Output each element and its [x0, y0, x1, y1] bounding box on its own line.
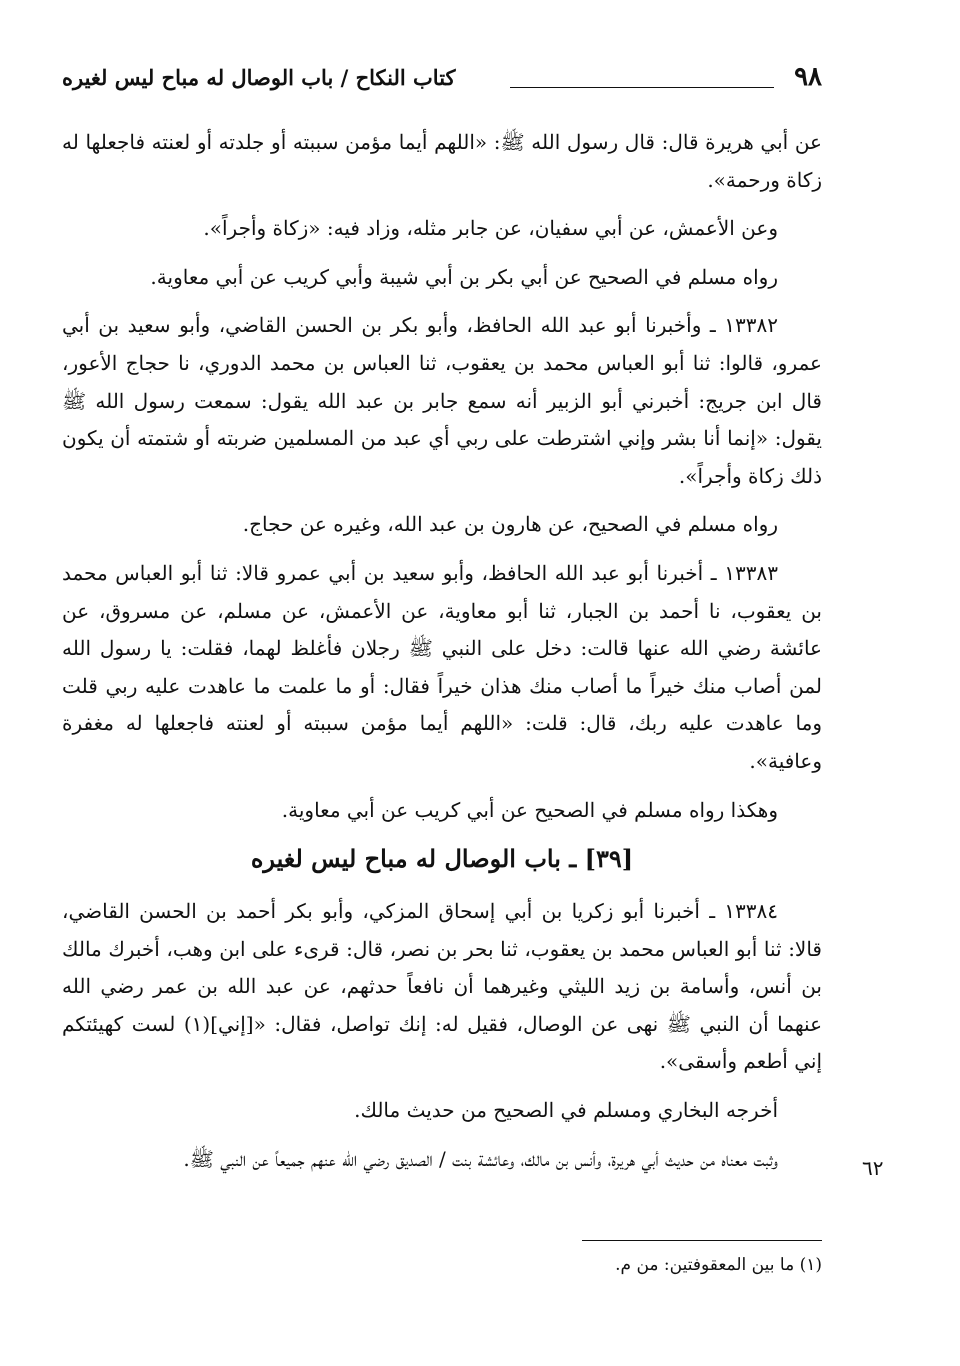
paragraph: رواه مسلم في الصحيح عن أبي بكر بن أبي شيبة وأبي كريب عن أبي معاوية. [150, 264, 778, 289]
section-heading: [٣٩] ـ باب الوصال له مباح ليس لغيره [250, 844, 634, 874]
footnote: (١) ما بين المعقوفتين: من م. [615, 1255, 822, 1275]
hadith-13384: ١٣٣٨٤ ـ أخبرنا أبو زكريا بن أبي إسحاق المزكي، وأبو بكر أحمد بن الحسن القاضي، قالا: ثنا أبو العباس محمد بن يعقوب، ثنا بحر بن نصر، قال: قرىء على ابن وهب، أخبرك مالك بن أنس، وأسامة بن زيد الليثي وغيرهما أن نافعاً حدثهم، عن عبد الله بن عمر رضي الله عنهما أن النبي ﷺ نهى عن الوصال، فقيل له: إنك تواصل، فقال: «[إني](١) لست كهيئتكم إني أطعم وأسقى». [62, 899, 823, 1074]
page-body [62, 124, 822, 1189]
margin-page-number: ٦٢ [862, 1156, 884, 1180]
header-rule [510, 87, 774, 88]
paragraph: وهكذا رواه مسلم في الصحيح عن أبي كريب عن أبي معاوية. [281, 797, 778, 822]
paragraph: وثبت معناه من حديث أبي هريرة، وأنس بن مالك، وعائشة بنت / الصديق رضي الله عنهم جميعاً عن النبي ﷺ. [183, 1146, 778, 1171]
running-title: كتاب النكاح / باب الوصال له مباح ليس لغيره [62, 65, 456, 90]
page-number: ٩٨ [794, 62, 822, 92]
paragraph: وعن الأعمش، عن أبي سفيان، عن جابر مثله، وزاد فيه: «زكاة وأجراً». [203, 216, 778, 241]
paragraph-continuation: عن أبي هريرة قال: قال رسول الله ﷺ: «اللهم أيما مؤمن سببته أو جلدته أو لعنته فاجعلها له زكاة ورحمة». [62, 130, 822, 192]
paragraph: رواه مسلم في الصحيح، عن هارون بن عبد الله، وغيره عن حجاج. [242, 512, 778, 537]
paragraph: أخرجه البخاري ومسلم في الصحيح من حديث مالك. [354, 1098, 778, 1123]
footnote-rule [582, 1240, 822, 1241]
hadith-13382: ١٣٣٨٢ ـ وأخبرنا أبو عبد الله الحافظ، وأبو بكر بن الحسن القاضي، وأبو سعيد بن أبي عمرو، قالوا: ثنا أبو العباس محمد بن يعقوب، ثنا العباس بن محمد الدوري، نا حجاج الأعور، قال ابن جريج: أخبرني أبو الزبير أنه سمع جابر بن عبد الله يقول: سمعت رسول الله ﷺ يقول: «إنما أنا بشر وإني اشترطت على ربي أي عبد من المسلمين ضربته أو شتمته أن يكون ذلك زكاة وأجراً». [62, 313, 822, 488]
page-header [62, 60, 822, 100]
hadith-13383: ١٣٣٨٣ ـ أخبرنا أبو عبد الله الحافظ، وأبو سعيد بن أبي عمرو قالا: ثنا أبو العباس محمد بن يعقوب، نا أحمد بن الجبار، ثنا أبو معاوية، عن الأعمش، عن مسلم، عن مسروق، عن عائشة رضي الله عنها قالت: دخل على النبي ﷺ رجلان فأغلظ لهما، فقلت: يا رسول الله لمن أصاب منك خيراً ما أصاب منك هذان خيراً فقال: أو ما علمت ما عاهدت عليه ربي قلت وما عاهدت عليه ربك، قال: قلت: «اللهم أيما مؤمن سببته أو لعنته فاجعلها له مغفرة وعافية». [62, 560, 822, 773]
